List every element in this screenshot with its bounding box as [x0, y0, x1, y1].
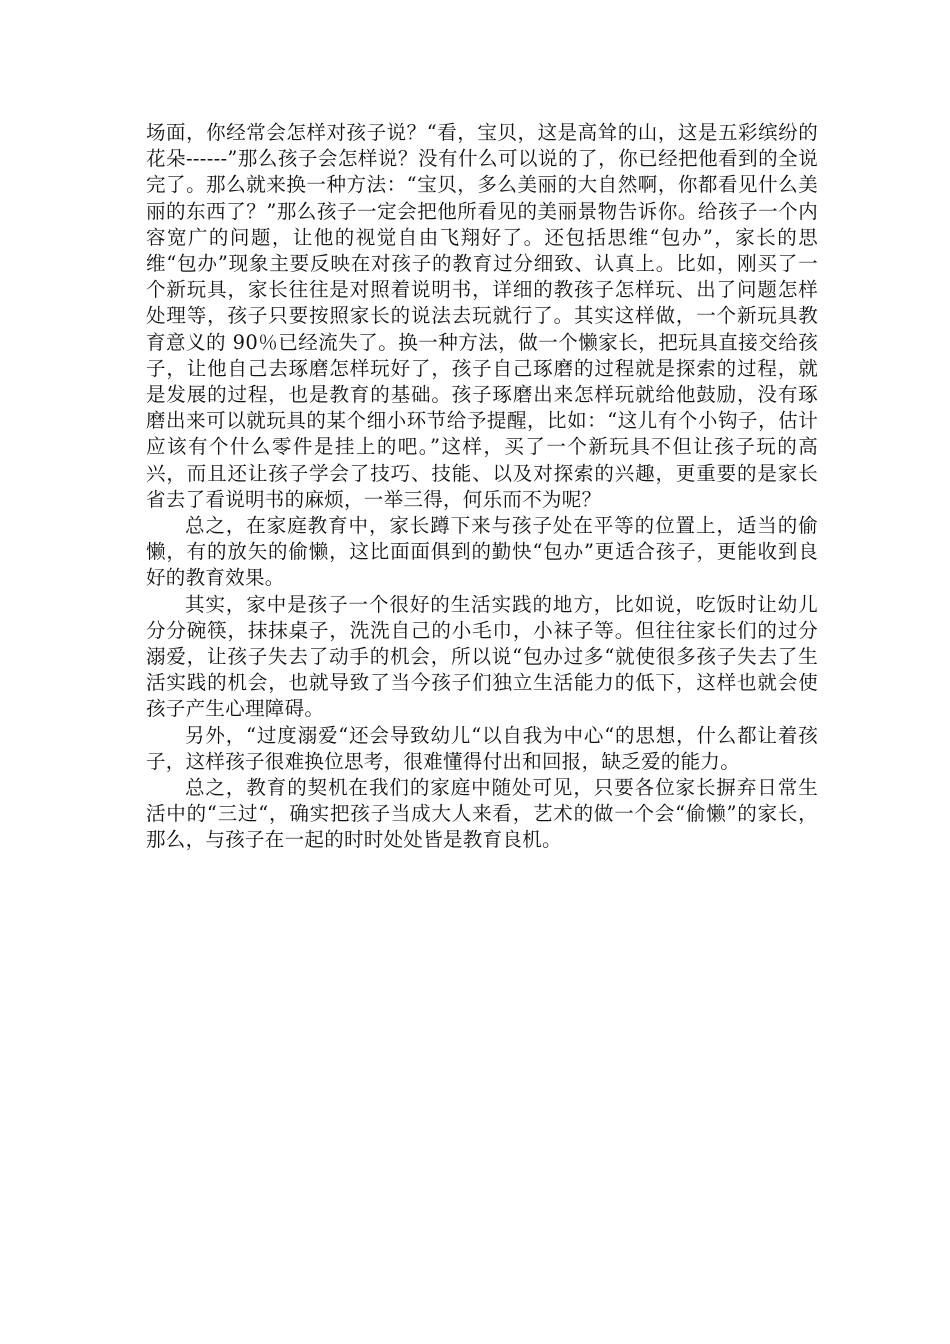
paragraph-2: 总之，在家庭教育中，家长蹲下来与孩子处在平等的位置上，适当的偷懒，有的放矢的偷懒，这比面面俱到的勤快“包办”更适合孩子，更能收到良好的教育效果。 — [146, 514, 818, 590]
paragraph-4: 另外，“过度溺爱“还会导致幼儿“以自我为中心“的思想，什么都让着孩子，这样孩子很难换位思考，很难懂得付出和回报，缺乏爱的能力。 — [146, 723, 818, 773]
paragraph-5: 总之，教育的契机在我们的家庭中随处可见，只要各位家长摒弃日常生活中的“三过“，确实把孩子当成大人来看，艺术的做一个会“偷懒”的家长，那么，与孩子在一起的时时处处皆是教育良机。 — [146, 776, 818, 852]
paragraph-3: 其实，家中是孩子一个很好的生活实践的地方，比如说，吃饭时让幼儿分分碗筷，抹抹桌子，洗洗自己的小毛巾，小袜子等。但往往家长们的过分溺爱，让孩子失去了动手的机会，所以说“包办过多“就使很多孩子失去了生活实践的机会，也就导致了当今孩子们独立生活能力的低下，这样也就会使孩子产生心理障碍。 — [146, 592, 818, 721]
body-text — [146, 120, 818, 854]
paragraph-1: 场面，你经常会怎样对孩子说？“看，宝贝，这是高耸的山，这是五彩缤纷的花朵------”那么孩子会怎样说？没有什么可以说的了，你已经把他看到的全说完了。那么就来换一种方法：“宝贝，多么美丽的大自然啊，你都看见什么美丽的东西了？”那么孩子一定会把他所看见的美丽景物告诉你。给孩子一个内容宽广的问题，让他的视觉自由飞翔好了。还包括思维“包办”，家长的思维“包办”现象主要反映在对孩子的教育过分细致、认真上。比如，刚买了一个新玩具，家长往往是对照着说明书，详细的教孩子怎样玩、出了问题怎样处理等，孩子只要按照家长的说法去玩就行了。其实这样做，一个新玩具教育意义的 90％已经流失了。换一种方法，做一个懒家长，把玩具直接交给孩子，让他自己去琢磨怎样玩好了，孩子自己琢磨的过程就是探索的过程，就是发展的过程，也是教育的基础。孩子琢磨出来怎样玩就给他鼓励，没有琢磨出来可以就玩具的某个细小环节给予提醒，比如：“这儿有个小钩子，估计应该有个什么零件是挂上的吧。”这样，买了一个新玩具不但让孩子玩的高兴，而且还让孩子学会了技巧、技能、以及对探索的兴趣，更重要的是家长省去了看说明书的麻烦，一举三得，何乐而不为呢？ — [146, 121, 818, 511]
